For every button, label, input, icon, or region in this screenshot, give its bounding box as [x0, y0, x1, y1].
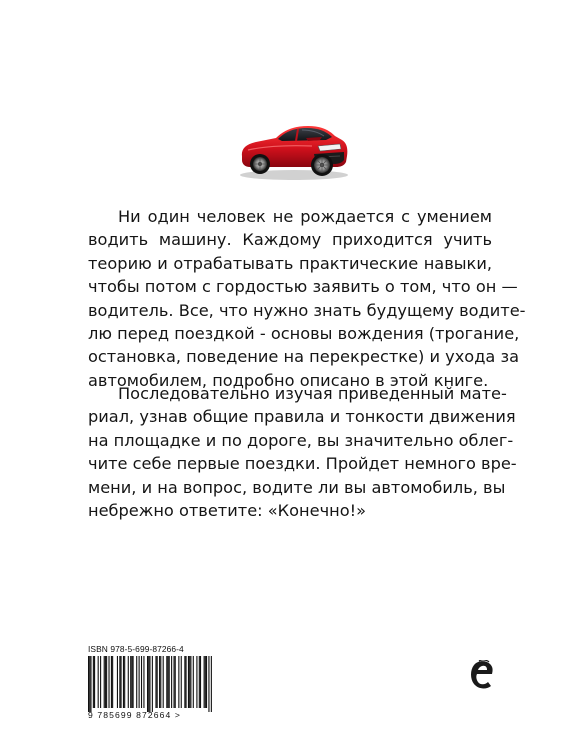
barcode-bar	[111, 656, 112, 708]
barcode-bars	[88, 656, 212, 712]
barcode-bar	[181, 656, 182, 708]
text-line: водить машину. Каждому приходится учить	[88, 230, 492, 250]
barcode-bar	[157, 656, 158, 708]
barcode-bar	[186, 656, 187, 708]
text-line: на площадке и по дороге, вы значительно облег-	[88, 430, 514, 450]
text-line: водитель. Все, что нужно знать будущему водите-	[88, 300, 526, 320]
barcode-bar	[199, 656, 200, 708]
text-line: лю перед поездкой - основы вождения (трогание,	[88, 324, 520, 344]
barcode-bar	[152, 656, 153, 712]
barcode-bar	[143, 656, 144, 708]
text-line: теорию и отрабатывать практические навыки,	[88, 253, 492, 273]
barcode-bar	[148, 656, 149, 712]
barcode-bar	[88, 656, 89, 712]
barcode-bar	[155, 656, 156, 708]
isbn-barcode	[88, 644, 218, 734]
barcode-bar	[208, 656, 209, 712]
barcode-bar	[178, 656, 179, 708]
text-line: риал, узнав общие правила и тонкости движения	[88, 407, 516, 427]
barcode-bar	[204, 656, 205, 708]
barcode-bar	[200, 656, 201, 708]
text-line: автомобилем, подробно описано в этой книге.	[88, 370, 489, 390]
barcode-bar	[105, 656, 106, 708]
barcode-bar	[163, 656, 164, 708]
barcode-bar	[188, 656, 189, 708]
barcode-bar	[175, 656, 176, 708]
barcode-bar	[159, 656, 160, 708]
barcode-bar	[100, 656, 101, 708]
barcode-bar	[139, 656, 140, 708]
barcode-bar	[89, 656, 90, 712]
barcode-bar	[190, 656, 191, 708]
text-line: Ни один человек не рождается с умением	[118, 207, 492, 226]
barcode-bar	[108, 656, 109, 708]
barcode-bar	[136, 656, 137, 708]
barcode-bar	[147, 656, 148, 712]
barcode-bar	[205, 656, 206, 708]
barcode-bar	[124, 656, 125, 708]
description-paragraph-2	[88, 382, 517, 522]
barcode-bar	[130, 656, 131, 708]
barcode-bar	[189, 656, 190, 708]
barcode-bar	[93, 656, 94, 708]
barcode-bar	[193, 656, 194, 708]
barcode-bar	[169, 656, 170, 708]
barcode-bar	[94, 656, 95, 708]
barcode-bar	[160, 656, 161, 708]
barcode-bar	[141, 656, 142, 708]
text-line: остановка, поведение на перекрестке) и ухода за	[88, 347, 519, 367]
text-line: мени, и на вопрос, водите ли вы автомобиль, вы	[88, 477, 506, 497]
barcode-bar	[123, 656, 124, 708]
barcode-bar	[211, 656, 212, 712]
barcode-bar	[98, 656, 99, 708]
barcode-bar	[119, 656, 120, 708]
red-car-icon	[236, 116, 350, 182]
barcode-bar	[167, 656, 168, 708]
eksmo-logo-icon	[470, 660, 496, 690]
barcode-bar	[112, 656, 113, 708]
barcode-bar	[90, 656, 91, 712]
barcode-bar	[128, 656, 129, 708]
barcode-bar	[196, 656, 197, 708]
barcode-bar	[131, 656, 132, 708]
barcode-bar	[166, 656, 167, 708]
barcode-digits: 9 785699 872664 >	[88, 710, 182, 720]
text-line: Последовательно изучая приведенный мате-	[118, 384, 507, 403]
barcode-bar	[184, 656, 185, 708]
barcode-bar	[149, 656, 150, 712]
text-line: небрежно ответите: «Конечно!»	[88, 501, 367, 521]
description-paragraph-1	[88, 205, 526, 392]
barcode-bar	[117, 656, 118, 708]
barcode-bar	[173, 656, 174, 708]
barcode-bar	[106, 656, 107, 708]
text-line: чтобы потом с гордостью заявить о том, что он —	[88, 277, 518, 297]
barcode-bar	[121, 656, 122, 708]
barcode-bar	[133, 656, 134, 708]
barcode-bar	[206, 656, 207, 708]
barcode-bar	[171, 656, 172, 708]
isbn-label: ISBN 978-5-699-87266-4	[88, 644, 184, 654]
text-line: чите себе первые поездки. Пройдет немного вре-	[88, 454, 517, 474]
barcode-bar	[104, 656, 105, 708]
